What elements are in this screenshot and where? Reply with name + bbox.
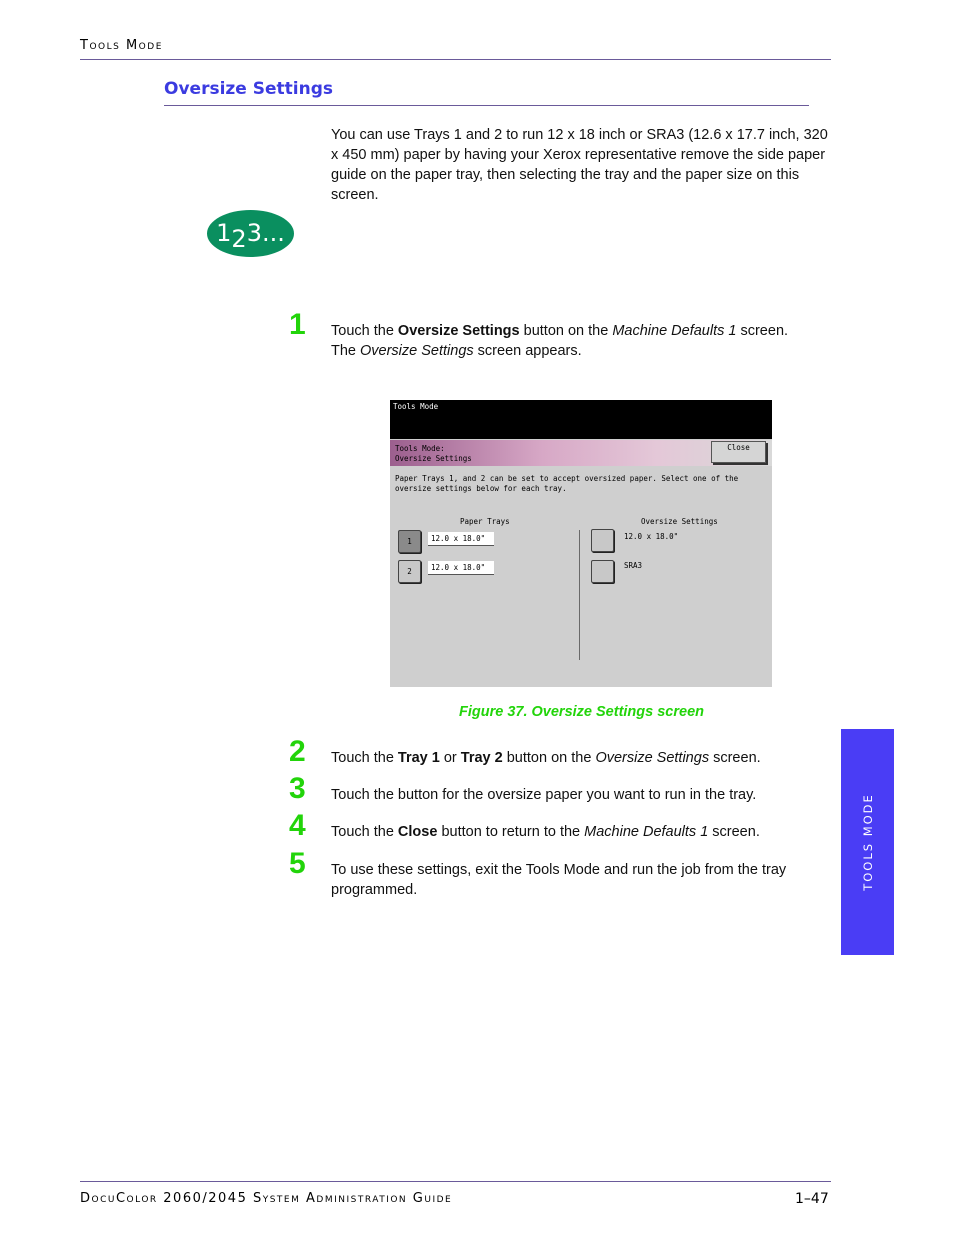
step-text: To use these settings, exit the Tools Mode and run the job from the tray programmed. [331,862,787,898]
step-bold-term: Tray 1 [397,750,440,766]
tray-1-size-field: 12.0 x 18.0" [428,532,494,546]
oversize-option-label: 12.0 x 18.0" [624,532,679,541]
step-text [331,321,811,361]
step-text-part: Touch the [331,824,398,840]
tray-2-button[interactable]: 2 [398,560,421,583]
step-text-part: Touch the [331,323,398,339]
tray-2-size-field: 12.0 x 18.0" [428,561,494,575]
tray-1-button[interactable]: 1 [398,530,421,553]
intro-paragraph: You can use Trays 1 and 2 to run 12 x 18 inch or SRA3 (12.6 x 17.7 inch, 320 x 450 mm) paper by having your Xerox representative remove the side paper guide on the paper tray, then selecting the tray and the paper size on this screen. [331,127,828,203]
figure-banner-text [395,444,472,464]
step-italic-term: Machine Defaults 1 [584,824,709,840]
section-rule [164,105,809,106]
figure-title-bar [390,400,772,439]
step-bold-term: Tray 2 [460,750,503,766]
step-text [331,748,811,768]
step-text-part: button on the [502,750,596,766]
step-number: 4 [289,809,306,842]
step-bold-term: Close [397,824,438,840]
step-italic-term: Machine Defaults 1 [612,323,737,339]
step-text: Touch the button for the oversize paper you want to run in the tray. [331,787,757,803]
step-number: 3 [289,772,306,805]
figure-banner-line1: Tools Mode: [395,444,445,453]
figure-close-button[interactable]: Close [711,441,766,463]
steps-badge-sub: 2 [231,225,247,253]
figure-banner-line2: Oversize Settings [395,454,472,463]
step-text-part: screen. [708,824,760,840]
footer-rule [80,1181,831,1182]
figure-window-title: Tools Mode [393,402,439,411]
figure-caption: Figure 37. Oversize Settings screen [459,704,704,720]
steps-badge-rest: 3... [246,219,285,247]
step-text-part: button on the [519,323,613,339]
step-text-part: screen. [709,750,761,766]
step-text [331,822,811,842]
step-text-part: screen. The [331,323,789,359]
step-number: 1 [289,308,306,341]
footer-title: DocuColor 2060/2045 System Administration Guide [80,1191,453,1206]
step-number: 2 [289,735,306,768]
side-tab-label: TOOLS MODE [860,793,875,891]
figure-divider [579,530,580,660]
steps-icon [207,210,294,257]
step-italic-term: Oversize Settings [595,750,710,766]
page-number: 1–47 [795,1191,829,1207]
oversize-settings-figure [390,400,772,687]
step-italic-term: Oversize Settings [360,343,474,359]
running-head: Tools Mode [80,38,163,53]
step-text-part: or [439,750,461,766]
step-bold-term: Oversize Settings [397,323,520,339]
oversize-option-label: SRA3 [624,561,643,570]
step-text-part: Touch the [331,750,398,766]
step-number: 5 [289,847,306,880]
side-tab [841,729,894,955]
section-title: Oversize Settings [164,79,333,99]
step-text-part: button to return to the [437,824,585,840]
paper-trays-header: Paper Trays [460,517,510,526]
header-rule [80,59,831,60]
figure-instruction: Paper Trays 1, and 2 can be set to accept oversized paper. Select one of the oversize settings below for each tray. [395,474,739,493]
oversize-header: Oversize Settings [641,517,718,526]
steps-badge-main: 1 [216,219,232,247]
oversize-option-button[interactable] [591,560,614,583]
step-text-part: screen appears. [473,343,582,359]
oversize-option-button[interactable] [591,529,614,552]
